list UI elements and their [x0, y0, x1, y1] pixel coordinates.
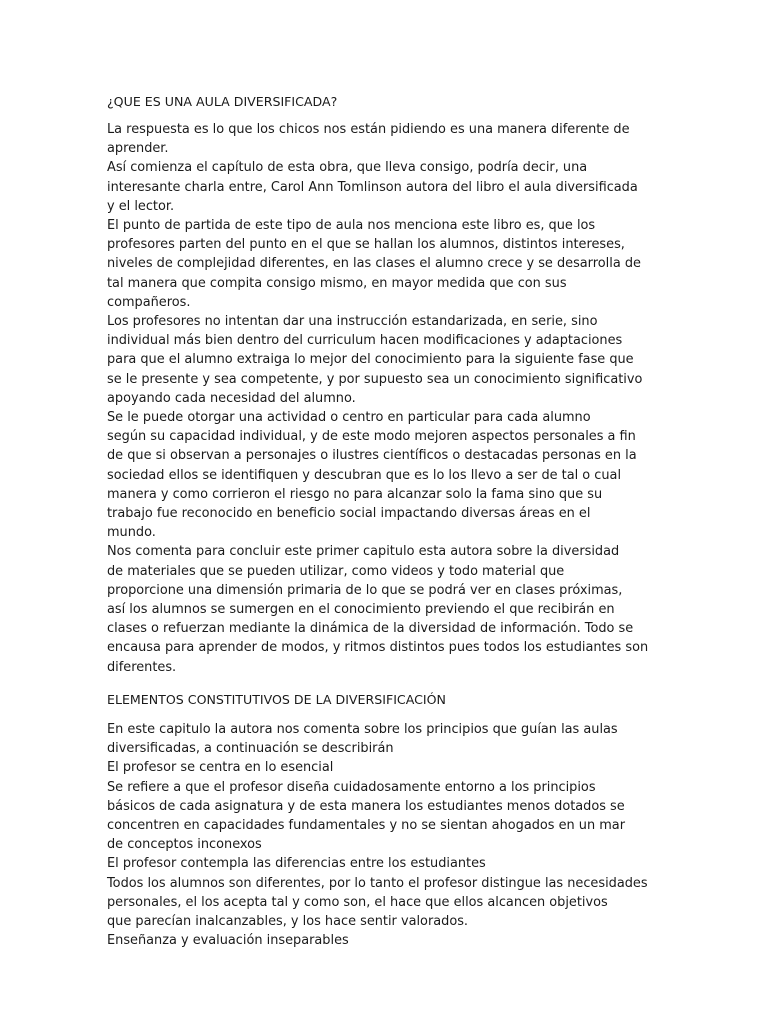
text-line: El punto de partida de este tipo de aula nos menciona este libro es, que los	[107, 218, 596, 234]
text-line: apoyando cada necesidad del alumno.	[107, 390, 356, 406]
text-line: Los profesores no intentan dar una instrucción estandarizada, en serie, sino	[107, 314, 598, 330]
text-line: Enseñanza y evaluación inseparables	[107, 933, 349, 949]
text-line: Se refiere a que el profesor diseña cuidadosamente entorno a los principios	[107, 779, 596, 795]
text-line: clases o refuerzan mediante la dinámica de la diversidad de información. Todo se	[107, 621, 634, 637]
text-line: sociedad ellos se identifiquen y descubran que es lo los llevo a ser de tal o cual	[107, 467, 622, 483]
text-line: niveles de complejidad diferentes, en las clases el alumno crece y se desarrolla de	[107, 256, 641, 272]
text-line: manera y como corrieron el riesgo no para alcanzar solo la fama sino que su	[107, 486, 603, 502]
text-line: El profesor contempla las diferencias entre los estudiantes	[107, 856, 486, 872]
section-body-elementos-constitutivos	[107, 720, 667, 950]
text-line: Así comienza el capítulo de esta obra, que lleva consigo, podría decir, una	[107, 160, 588, 176]
text-line: Todos los alumnos son diferentes, por lo tanto el profesor distingue las necesidades	[107, 875, 648, 891]
text-line: mundo.	[107, 525, 156, 541]
section-title-aula-diversificada: ¿QUE ES UNA AULA DIVERSIFICADA?	[107, 94, 338, 109]
text-line: concentren en capacidades fundamentales y no se sientan ahogados en un mar	[107, 817, 625, 833]
text-line: tal manera que compita consigo mismo, en mayor medida que con sus	[107, 275, 567, 291]
text-line: compañeros.	[107, 294, 191, 310]
text-line: La respuesta es lo que los chicos nos están pidiendo es una manera diferente de	[107, 122, 630, 137]
text-line: según su capacidad individual, y de este modo mejoren aspectos personales a fin	[107, 429, 636, 445]
text-line: proporcione una dimensión primaria de lo que se podrá ver en clases próximas,	[107, 582, 623, 598]
document-content	[107, 92, 667, 950]
text-line: que parecían inalcanzables, y los hace sentir valorados.	[107, 913, 469, 929]
text-line: interesante charla entre, Carol Ann Tomlinson autora del libro el aula diversificada	[107, 179, 638, 195]
text-line: El profesor se centra en lo esencial	[107, 760, 334, 776]
text-line: Nos comenta para concluir este primer capitulo esta autora sobre la diversidad	[107, 544, 620, 560]
text-line: se le presente y sea competente, y por supuesto sea un conocimiento significativo	[107, 371, 643, 387]
text-line: así los alumnos se sumergen en el conocimiento previendo el que recibirán en	[107, 602, 615, 618]
text-line: y el lector.	[107, 198, 175, 214]
text-line: de que si observan a personajes o ilustres científicos o destacadas personas en la	[107, 448, 637, 464]
section-title-elementos-constitutivos: ELEMENTOS CONSTITUTIVOS DE LA DIVERSIFICACIÓN	[107, 691, 446, 707]
text-line: trabajo fue reconocido en beneficio social impactando diversas áreas en el	[107, 506, 591, 522]
text-line: de conceptos inconexos	[107, 837, 262, 853]
text-line: diferentes.	[107, 659, 177, 675]
text-line: aprender.	[107, 141, 169, 157]
text-line: encausa para aprender de modos, y ritmos distintos pues todos los estudiantes son	[107, 640, 649, 656]
text-line: diversificadas, a continuación se describirán	[107, 741, 394, 757]
text-line: personales, el los acepta tal y como son, el hace que ellos alcancen objetivos	[107, 894, 608, 910]
text-line: En este capitulo la autora nos comenta sobre los principios que guían las aulas	[107, 721, 618, 737]
text-line: Se le puede otorgar una actividad o centro en particular para cada alumno	[107, 410, 591, 426]
text-line: de materiales que se pueden utilizar, como videos y todo material que	[107, 563, 565, 579]
text-line: individual más bien dentro del curriculum hacen modificaciones y adaptaciones	[107, 333, 623, 349]
text-line: para que el alumno extraiga lo mejor del conocimiento para la siguiente fase que	[107, 352, 634, 368]
text-line: profesores parten del punto en el que se hallan los alumnos, distintos intereses,	[107, 237, 625, 253]
section-body-aula-diversificada	[107, 120, 667, 677]
text-line: básicos de cada asignatura y de esta manera los estudiantes menos dotados se	[107, 798, 625, 814]
